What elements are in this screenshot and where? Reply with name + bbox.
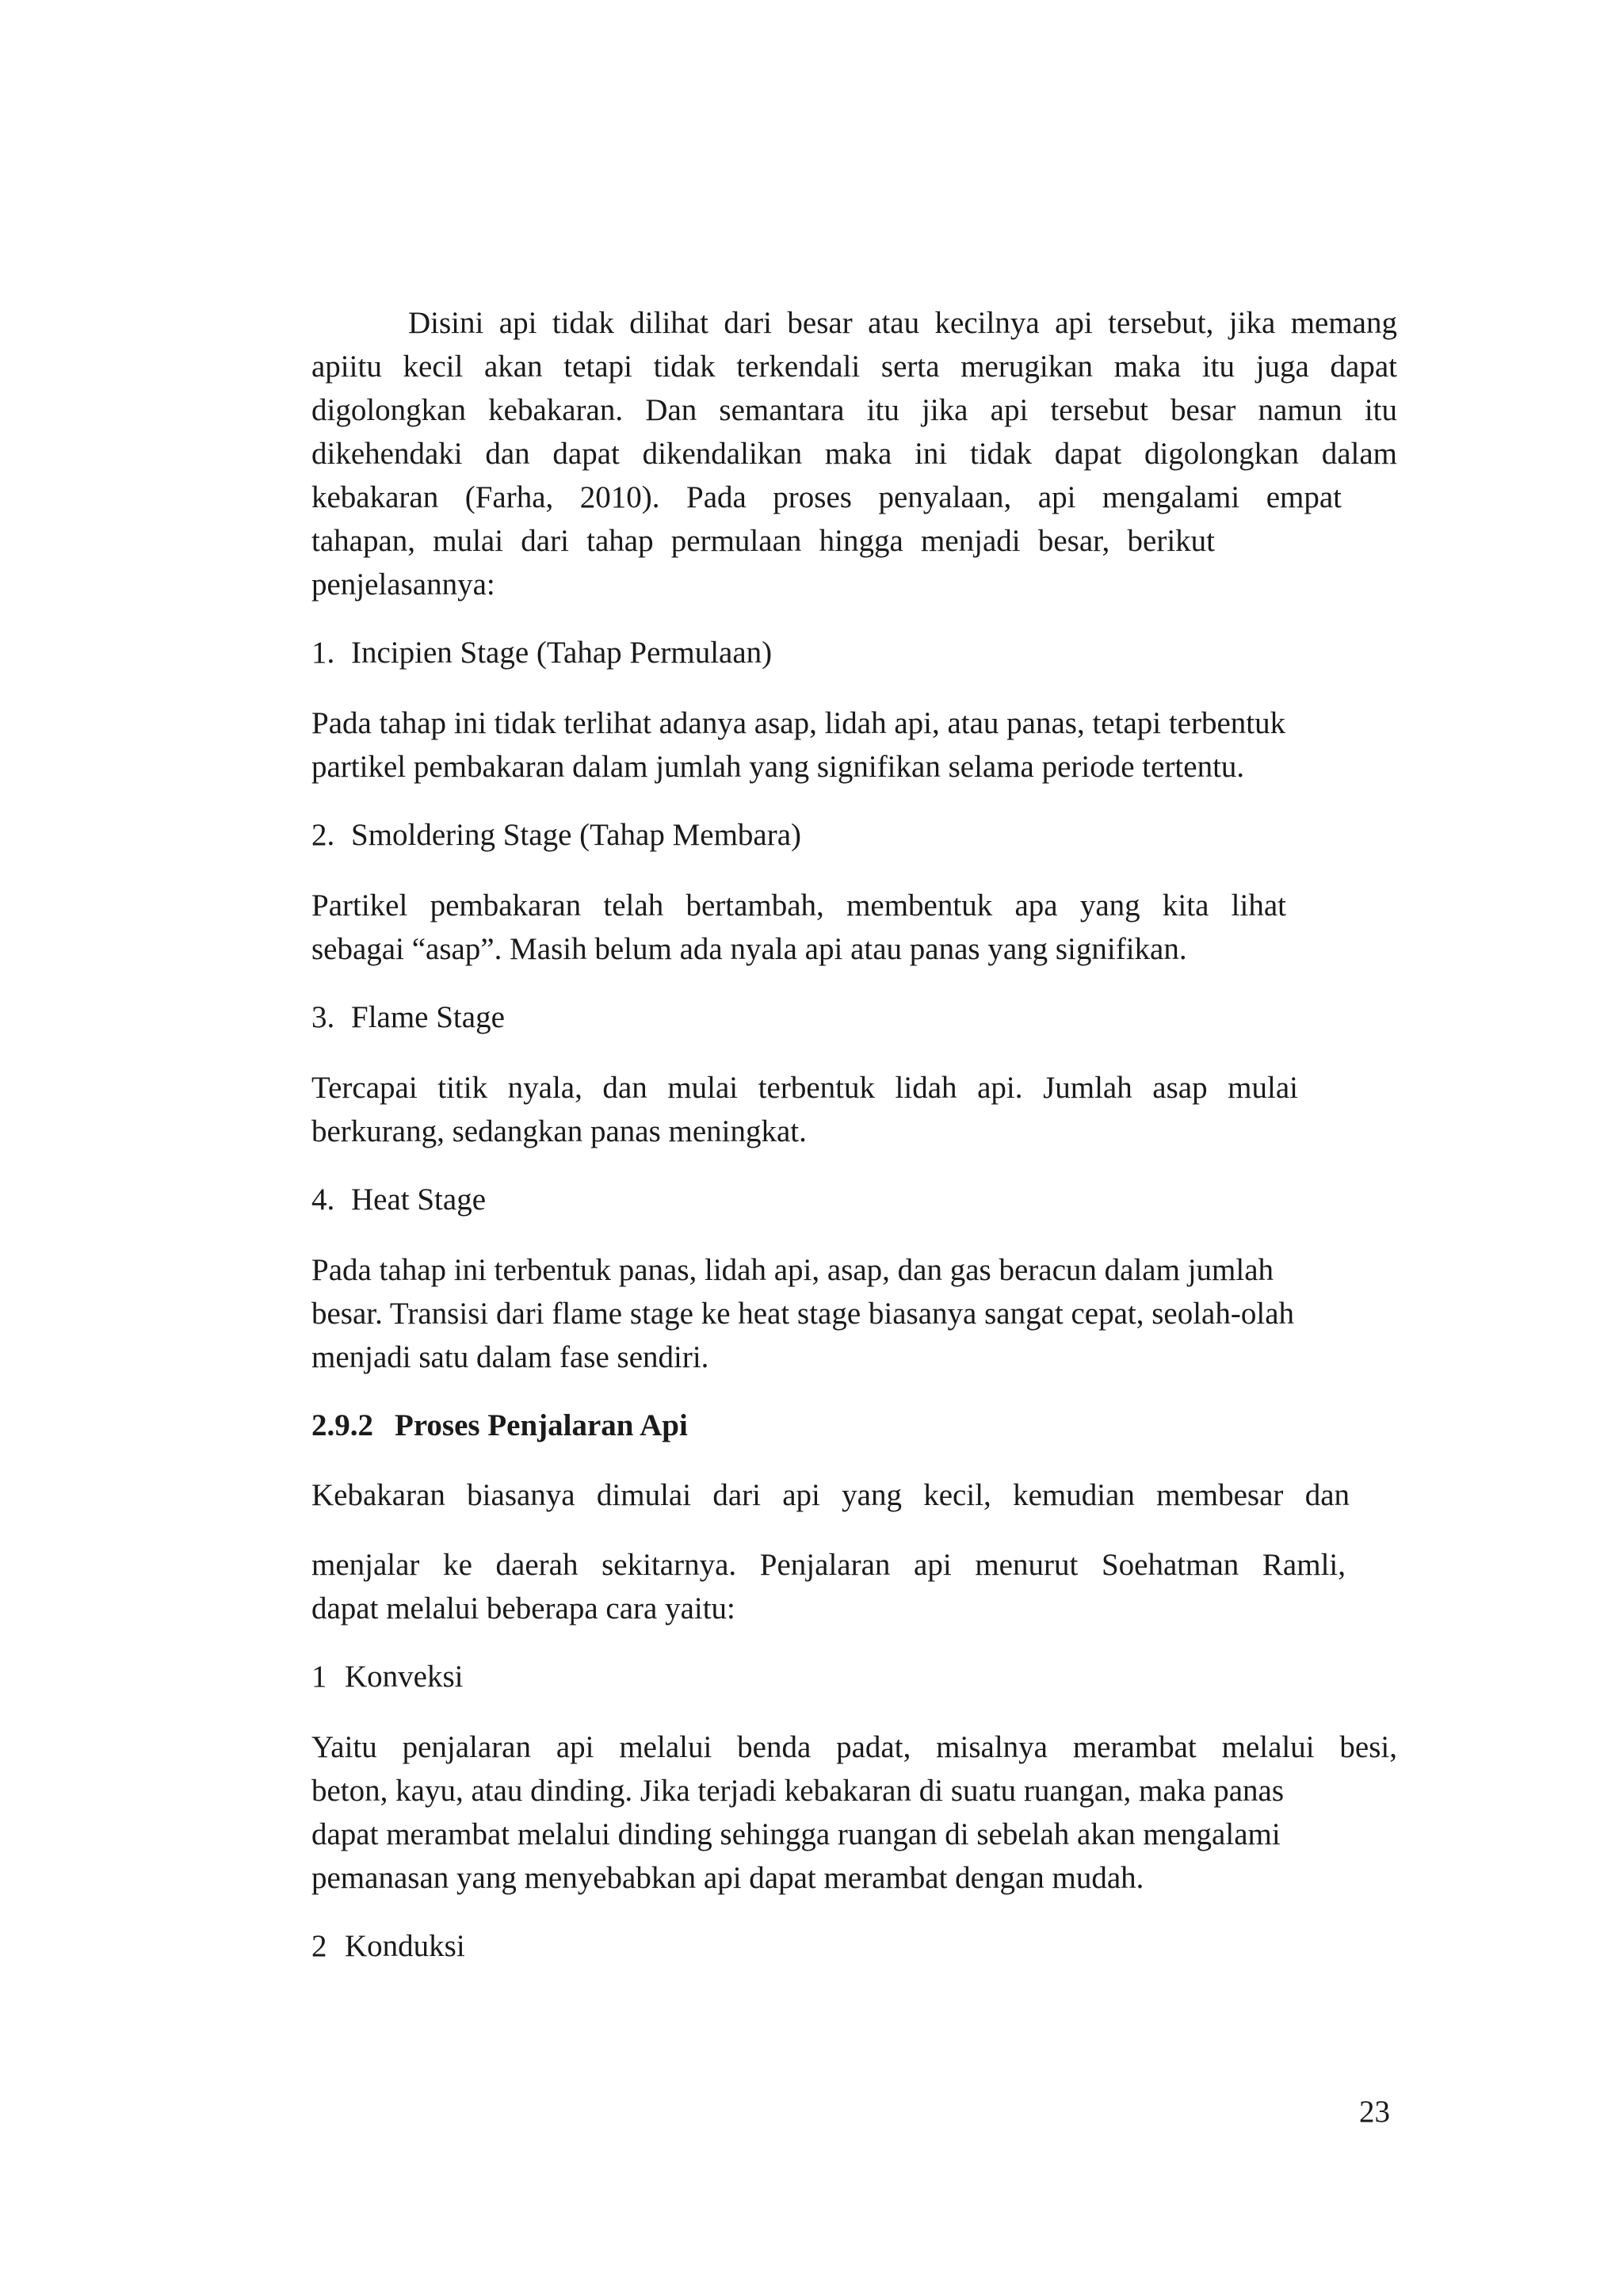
page-number: 23	[1359, 2095, 1390, 2129]
text-line: penjelasannya:	[311, 567, 495, 602]
text-line: Partikel pembakaran telah bertambah, membentuk apa yang kita lihat	[311, 888, 1286, 923]
stage-heading	[311, 813, 1397, 857]
text-line: menjalar ke daerah sekitarnya. Penjalaran api menurut Soehatman Ramli,	[311, 1548, 1346, 1582]
text-line: menjadi satu dalam fase sendiri.	[311, 1340, 709, 1374]
text-line: besar. Transisi dari flame stage ke heat stage biasanya sangat cepat, seolah-olah	[311, 1297, 1295, 1331]
stage-title: Incipien Stage (Tahap Permulaan)	[351, 636, 773, 670]
method-description	[311, 1725, 1397, 1900]
stage-number: 4.	[311, 1182, 335, 1217]
stage-number: 3.	[311, 1000, 335, 1034]
text-line: Yaitu penjalaran api melalui benda padat, misalnya merambat melalui besi,	[311, 1730, 1397, 1764]
text-line: digolongkan kebakaran. Dan semantara itu jika api tersebut besar namun itu	[311, 393, 1397, 427]
text-line: tahapan, mulai dari tahap permulaan hingga menjadi besar, berikut	[311, 524, 1215, 558]
method-number: 1	[311, 1660, 327, 1694]
section-intro-paragraph	[311, 1543, 1397, 1630]
text-line: kebakaran (Farha, 2010). Pada proses penyalaan, api mengalami empat	[311, 480, 1342, 514]
stage-number: 1.	[311, 636, 335, 670]
section-number: 2.9.2	[311, 1408, 373, 1442]
text-line: dikehendaki dan dapat dikendalikan maka ini tidak dapat digolongkan dalam	[311, 437, 1397, 471]
stage-title: Smoldering Stage (Tahap Membara)	[351, 818, 802, 852]
stage-description	[311, 1248, 1397, 1379]
text-line: berkurang, sedangkan panas meningkat.	[311, 1114, 807, 1148]
method-heading	[311, 1655, 1397, 1698]
stage-heading	[311, 995, 1397, 1039]
text-line: Tercapai titik nyala, dan mulai terbentuk lidah api. Jumlah asap mulai	[311, 1071, 1298, 1105]
text-line: Pada tahap ini terbentuk panas, lidah api, asap, dan gas beracun dalam jumlah	[311, 1253, 1274, 1287]
stage-title: Heat Stage	[351, 1182, 487, 1217]
method-heading	[311, 1924, 1397, 1968]
text-line: Kebakaran biasanya dimulai dari api yang kecil, kemudian membesar dan	[311, 1478, 1350, 1512]
text-line: sebagai “asap”. Masih belum ada nyala api atau panas yang signifikan.	[311, 932, 1187, 966]
text-line: dapat melalui beberapa cara yaitu:	[311, 1591, 735, 1626]
text-line: dapat merambat melalui dinding sehingga ruangan di sebelah akan mengalami	[311, 1817, 1281, 1851]
method-title: Konveksi	[345, 1660, 464, 1694]
stage-heading	[311, 1178, 1397, 1221]
section-heading	[311, 1404, 1397, 1447]
stage-number: 2.	[311, 818, 335, 852]
page-body	[311, 301, 1397, 1968]
method-title: Konduksi	[345, 1929, 465, 1963]
text-line: pemanasan yang menyebabkan api dapat merambat dengan mudah.	[311, 1861, 1144, 1895]
text-line: apiitu kecil akan tetapi tidak terkendali serta merugikan maka itu juga dapat	[311, 350, 1397, 384]
method-number: 2	[311, 1929, 327, 1963]
section-title: Proses Penjalaran Api	[395, 1408, 688, 1442]
text-line: beton, kayu, atau dinding. Jika terjadi kebakaran di suatu ruangan, maka panas	[311, 1774, 1285, 1808]
intro-paragraph	[311, 301, 1397, 606]
stage-heading	[311, 631, 1397, 674]
stage-description	[311, 884, 1397, 971]
text-line: Disini api tidak dilihat dari besar atau kecilnya api tersebut, jika memang	[408, 306, 1397, 340]
stage-title: Flame Stage	[351, 1000, 505, 1034]
text-line: partikel pembakaran dalam jumlah yang signifikan selama periode tertentu.	[311, 750, 1245, 784]
stage-description	[311, 1066, 1397, 1153]
text-line: Pada tahap ini tidak terlihat adanya asap, lidah api, atau panas, tetapi terbentuk	[311, 706, 1286, 740]
stage-description	[311, 701, 1397, 789]
